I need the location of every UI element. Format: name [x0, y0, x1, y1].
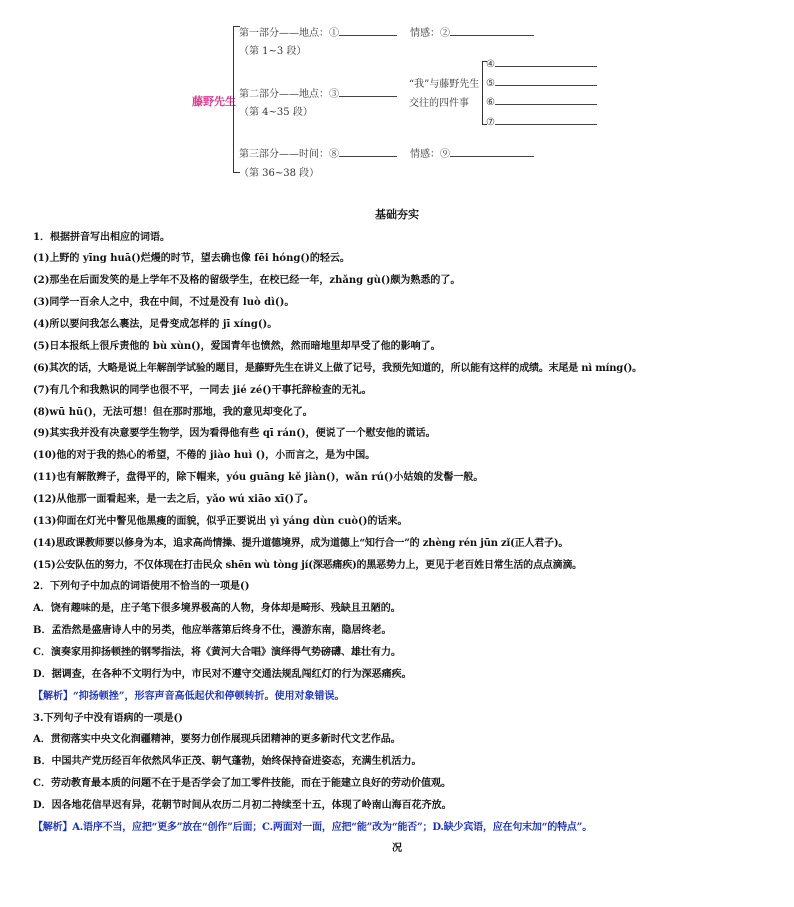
event-7: ⑦ [486, 113, 597, 128]
blank-6 [495, 93, 597, 105]
q1-item: (4)所以要问我怎么裹法，足骨变成怎样的 jī xíng()。 [33, 319, 278, 330]
part2-events-line1: “我”与藤野先生 [409, 79, 480, 90]
q1-stem: 1．根据拼音写出相应的词语。 [33, 232, 170, 243]
event-6: ⑥ [486, 93, 597, 108]
q3-option-b: B．中国共产党历经百年依然风华正茂、朝气蓬勃，始终保持奋进姿态，充满生机活力。 [33, 756, 422, 767]
part2-events-line2: 交往的四件事 [409, 98, 469, 109]
q1-item: (3)同学一百余人之中，我在中间，不过是没有 luò dì()。 [33, 297, 295, 308]
blank-3 [339, 85, 397, 97]
event-4: ④ [486, 55, 597, 70]
q2-stem: 2．下列句子中加点的词语使用不恰当的一项是() [33, 581, 250, 592]
blank-1 [339, 24, 397, 36]
blank-4 [495, 55, 597, 67]
part2-label: 第二部分——地点：③ [239, 85, 397, 100]
q2-option-b: B．孟浩然是盛唐诗人中的另类，他应举落第后终身不仕，漫游东南，隐居终老。 [33, 625, 392, 636]
q1-item: (7)有几个和我熟识的同学也很不平，一同去 jié zé()干事托辞检查的无礼。 [33, 385, 372, 396]
q3-analysis: 【解析】A.语序不当，应把“更多”放在“创作”后面；C.两面对一面，应把“能”改为“能否”；D.缺少宾语，应在句末加“的特点”。 [33, 822, 593, 833]
q1-item: (1)上野的 yīng huā()烂熳的时节，望去确也像 fēi hóng()的轻云。 [33, 253, 350, 264]
part1-range: （第 1~3 段） [239, 46, 307, 57]
q1-item: (9)其实我并没有决意要学生物学，因为看得他有些 qī rán()，便说了一个慰安他的谎话。 [33, 428, 436, 439]
part3-range: （第 36~38 段） [239, 168, 320, 179]
q1-item: (8)wū hū()，无法可想！但在那时那地，我的意见却变化了。 [33, 407, 313, 418]
q1-item: (11)也有解散辫子，盘得平的，除下帽来，yóu guāng kě jiàn()，wǎn rú()小姑娘的发髻一般。 [33, 472, 484, 483]
q1-item: (12)从他那一面看起来，是一去之后，yǎo wú xiāo xī()了。 [33, 494, 314, 505]
part3-label: 第三部分——时间：⑧ [239, 145, 397, 160]
footer-char: 况 [392, 843, 402, 854]
q1-item: (10)他的对于我的热心的希望，不倦的 jiào huì ()，小而言之，是为中国。 [33, 450, 376, 461]
event-5: ⑤ [486, 74, 597, 89]
part1-feeling: 情感：② [410, 24, 534, 39]
part2-range: （第 4~35 段） [239, 107, 313, 118]
blank-5 [495, 74, 597, 86]
q2-analysis: 【解析】“抑扬顿挫”，形容声音高低起伏和停顿转折。使用对象错误。 [33, 691, 345, 702]
q3-option-a: A．贯彻落实中央文化润疆精神，要努力创作展现兵团精神的更多新时代文艺作品。 [33, 734, 401, 745]
diagram-root: 藤野先生 [192, 95, 236, 108]
section-title: 基础夯实 [375, 208, 419, 221]
blank-2 [450, 24, 534, 36]
q2-option-a: A．饶有趣味的是，庄子笔下很多境界极高的人物，身体却是畸形、残缺且丑陋的。 [33, 603, 401, 614]
q1-item: (14)思政课教师要以修身为本，追求高尚情操、提升道德境界，成为道德上“知行合一”的 zhèng rén jūn zǐ(正人君子)。 [33, 538, 569, 549]
q3-option-c: C．劳动教育最本质的问题不在于是否学会了加工零件技能，而在于能建立良好的劳动价值观。 [33, 778, 451, 789]
part1-label: 第一部分——地点：① [239, 24, 397, 39]
blank-9 [450, 145, 534, 157]
q2-option-d: D．据调查，在各种不文明行为中，市民对不遵守交通法规乱闯红灯的行为深恶痛疾。 [33, 669, 412, 680]
q3-stem: 3.下列句子中没有语病的一项是() [33, 713, 183, 724]
blank-8 [339, 145, 397, 157]
q1-item: (13)仰面在灯光中瞥见他黑瘦的面貌，似乎正要说出 yì yáng dùn cuò()的话来。 [33, 516, 408, 527]
q1-item: (2)那坐在后面发笑的是上学年不及格的留级学生，在校已经一年，zhǎng gù()颇为熟悉的了。 [33, 275, 461, 286]
q1-item: (6)其次的话，大略是说上年解剖学试验的题目，是藤野先生在讲义上做了记号，我预先知道的，所以能有这样的成绩。末尾是 nì míng()。 [33, 363, 642, 374]
q1-item: (5)日本报纸上很斥责他的 bù xùn()，爱国青年也愤然，然而暗地里却早受了他的影响了。 [33, 341, 441, 352]
blank-7 [495, 113, 597, 125]
part3-feeling: 情感：⑨ [410, 145, 534, 160]
q2-option-c: C．演奏家用抑扬顿挫的钢琴指法，将《黄河大合唱》演绎得气势磅礴、雄壮有力。 [33, 647, 401, 658]
q3-option-d: D．因各地花信早迟有异，花朝节时间从农历二月初二持续至十五，体现了岭南山海百花齐放。 [33, 800, 452, 811]
q1-item: (15)公安队伍的努力，不仅体现在打击民众 shēn wù tòng jí(深恶痛疾)的黑恶势力上，更见于老百姓日常生活的点点滴滴。 [33, 560, 582, 571]
